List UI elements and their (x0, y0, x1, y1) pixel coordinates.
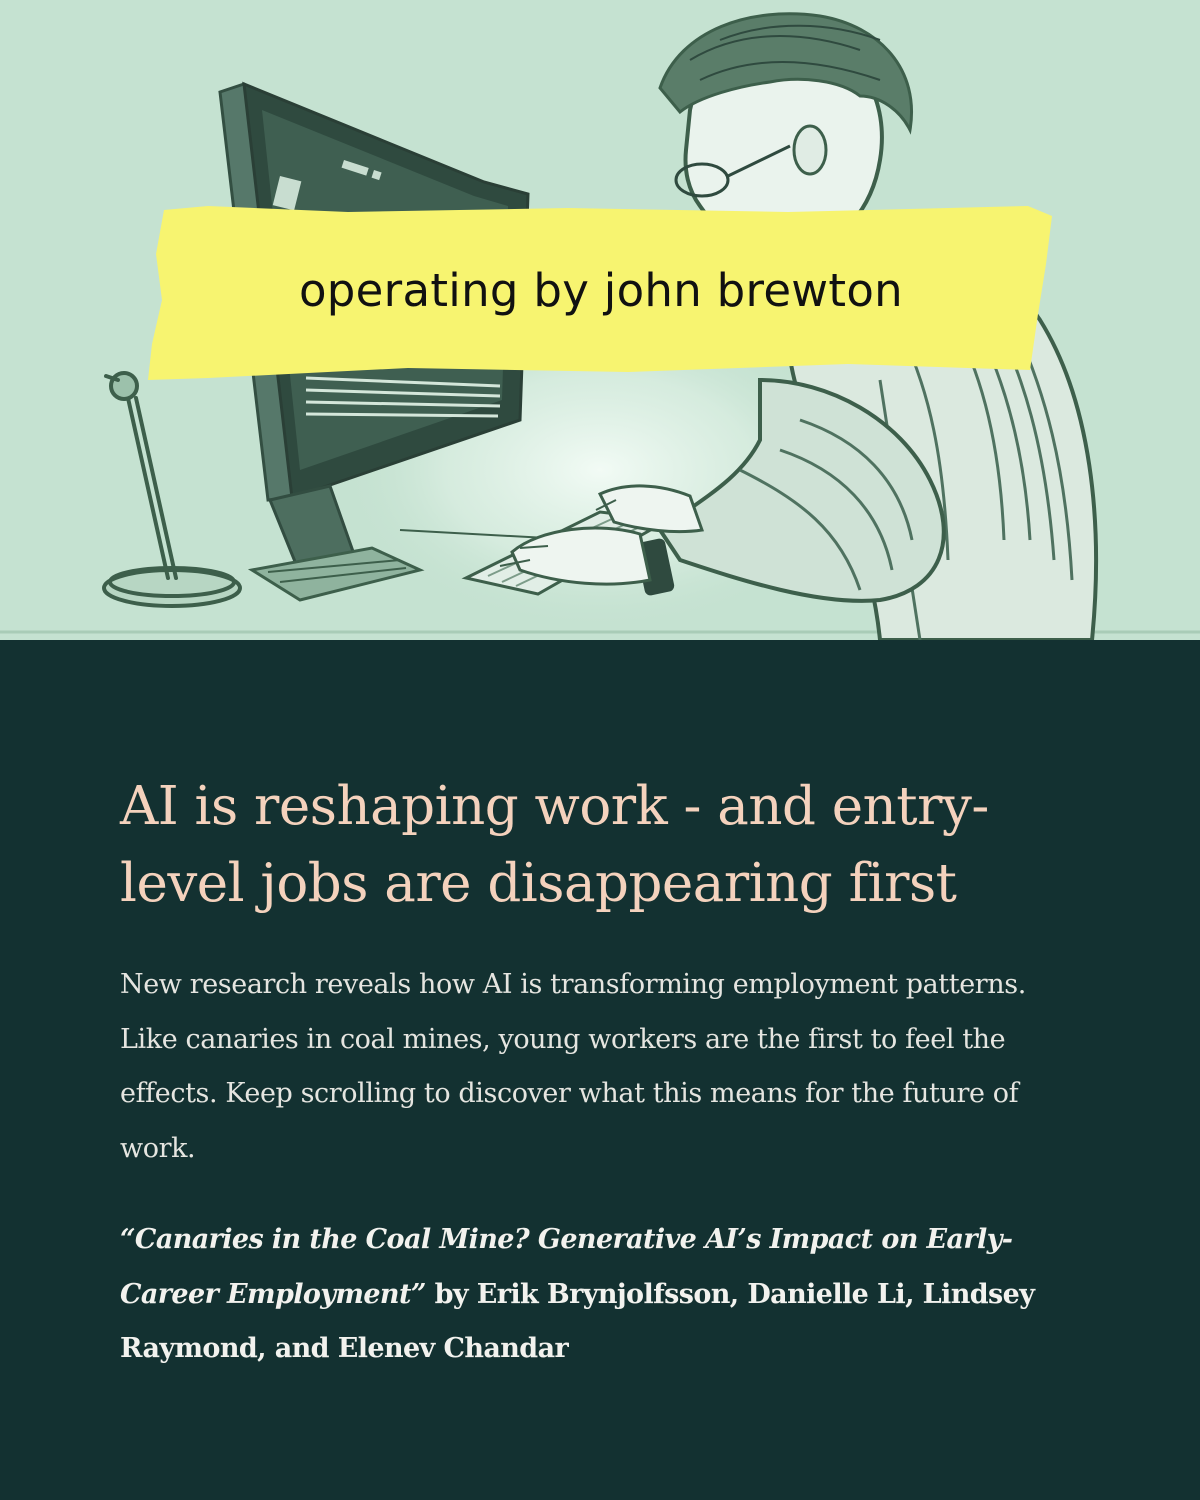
headline: AI is reshaping work - and entry-level jobs are disappearing first (120, 776, 989, 914)
paper-byline: by Erik Brynjolfsson, Danielle Li, Lindsey Raymond, and Elenev Chandar (120, 1278, 1035, 1364)
brand-label: operating by john brewton (298, 263, 904, 317)
intro-paragraph: New research reveals how AI is transforming employment patterns. Like canaries in coal mines, young workers are the first to feel the effects. Keep scrolling to discover what this means for the future of work. (120, 969, 1026, 1164)
citation (120, 1213, 1090, 1377)
article-panel (0, 640, 1200, 1500)
paper-title: “Canaries in the Coal Mine? Generative AI’s Impact on Early-Career Employment” (120, 1224, 1013, 1310)
brand-tape (148, 204, 1054, 380)
hero-illustration (0, 0, 1200, 640)
desk-lamp-icon (104, 373, 240, 606)
